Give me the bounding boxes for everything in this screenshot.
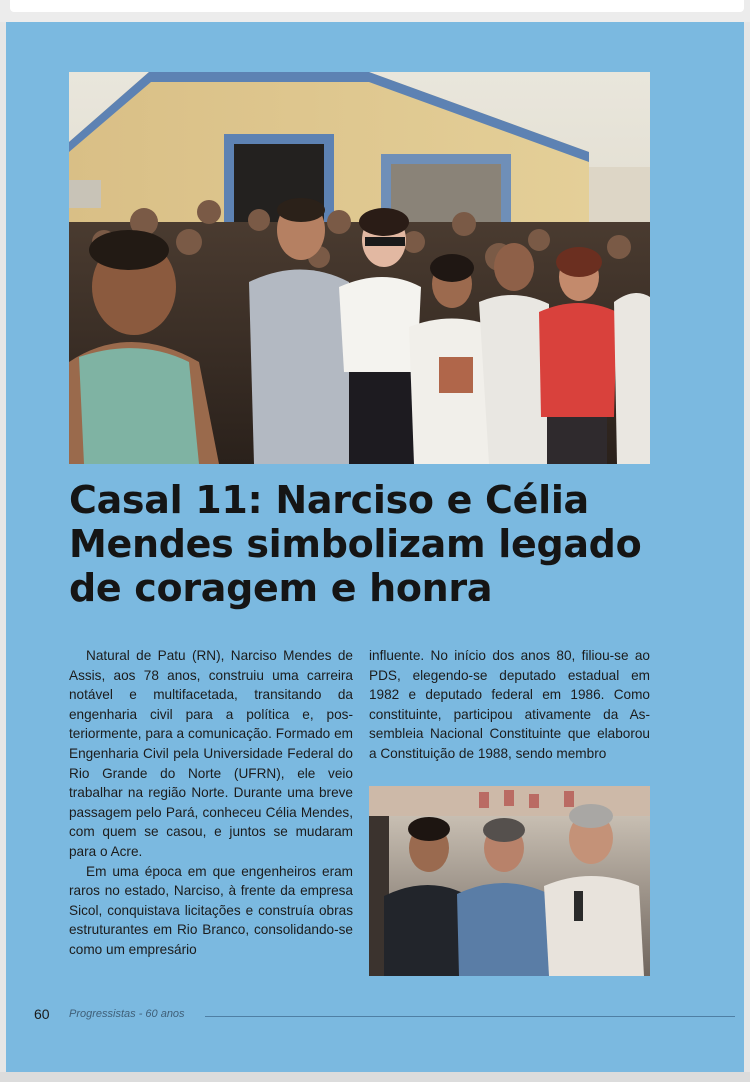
three-men-photo [369, 786, 650, 976]
article-headline: Casal 11: Narciso e Célia Mendes simbolizam legado de coragem e honra [69, 478, 642, 610]
page-number: 60 [34, 1006, 50, 1022]
page-footer [34, 1006, 734, 1026]
footer-rule [205, 1016, 735, 1017]
article-paragraph: Em uma época em que engenheiros eram raros no estado, Narciso, à frente da empresa Sicol, conquistava licitações e construía obras estruturantes em Rio Branco, consolidando-se como um empresário [69, 863, 353, 957]
publication-name: Progressistas - 60 anos [69, 1008, 185, 1020]
article-paragraph: influente. No início dos anos 80, filiou-se ao PDS, elegendo-se deputado estadual em 1982 e deputado federal em 1986. Como constituinte, participou ativamente da Assembleia Nacional Constituinte que elaborou a Constituição de 1988, sendo membro [369, 648, 650, 761]
article-column-left [69, 646, 353, 960]
crowd-photo [69, 72, 650, 464]
three-men-photo-illustration [369, 786, 650, 976]
crowd-photo-illustration [69, 72, 650, 464]
article-paragraph: Natural de Patu (RN), Narciso Mendes de Assis, aos 78 anos, construiu uma carreira notável e multifacetada, transitando da engenharia civil para a política e, posteriormente, para a comunicação. Formado em Engenharia Civil pela Universidade Federal do Rio Grande do Norte (UFRN), ele veio trabalhar na região Norte. Durante uma breve passagem pelo Pará, conheceu Célia Mendes, com quem se casou, e juntos se mudaram para o Acre. [69, 648, 353, 859]
viewer-bottom-strip [0, 1072, 750, 1082]
viewer-top-strip [0, 0, 750, 22]
article-column-right [369, 646, 650, 764]
previous-page-edge [10, 0, 744, 12]
